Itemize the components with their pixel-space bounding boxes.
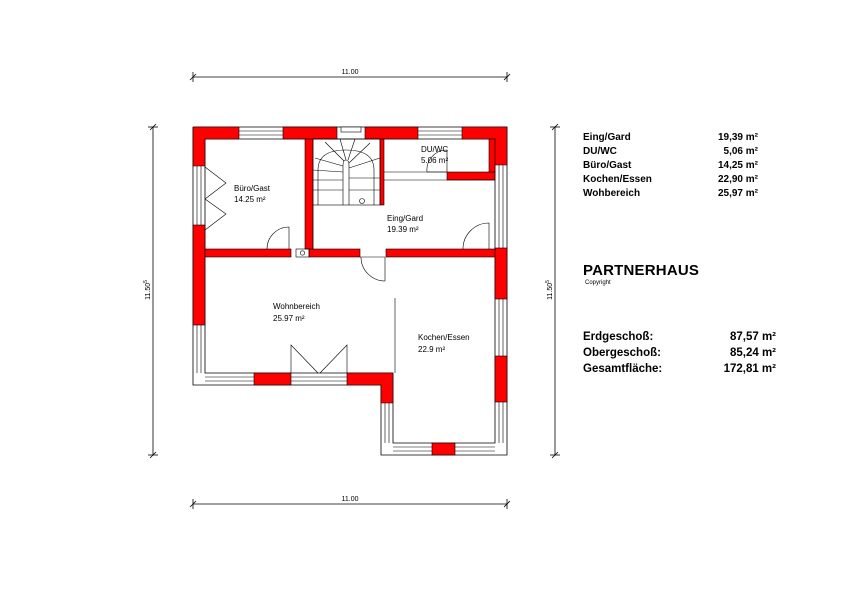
total-value: 172,81 m² xyxy=(723,363,776,375)
dimension-left-sup: 5 xyxy=(143,280,149,283)
room-area-duwc: 5.06 m² xyxy=(421,156,449,165)
area-row xyxy=(583,187,758,201)
partitions xyxy=(296,172,495,373)
svg-text:11.505 xyxy=(143,280,152,300)
area-value: 22,90 m² xyxy=(717,174,758,185)
area-row xyxy=(583,159,758,173)
red-walls xyxy=(193,127,507,455)
area-label: Büro/Gast xyxy=(583,160,632,171)
total-row xyxy=(583,345,776,361)
total-row xyxy=(583,361,776,377)
room-area-eing: 19.39 m² xyxy=(387,225,419,234)
dimension-right-label: 11.50 xyxy=(547,282,554,300)
total-row xyxy=(583,329,776,345)
total-value: 85,24 m² xyxy=(729,347,776,359)
room-name-wohn: Wohnbereich xyxy=(273,302,320,311)
room-name-eing: Eing/Gard xyxy=(387,214,424,223)
room-name-duwc: DU/WC xyxy=(421,145,449,154)
area-row xyxy=(583,131,758,145)
room-area-table xyxy=(583,131,758,201)
room-area-kochen: 22.9 m² xyxy=(418,345,446,354)
room-area-wohn: 25.97 m² xyxy=(273,314,305,323)
area-value: 5,06 m² xyxy=(723,146,758,157)
area-label: Kochen/Essen xyxy=(583,174,652,185)
total-value: 87,57 m² xyxy=(729,331,776,343)
area-row xyxy=(583,145,758,159)
copyright-note: Copyright xyxy=(585,280,611,286)
area-value: 25,97 m² xyxy=(717,188,758,199)
dimension-right xyxy=(545,124,560,458)
area-value: 19,39 m² xyxy=(717,132,758,143)
area-label: DU/WC xyxy=(583,146,617,157)
area-value: 14,25 m² xyxy=(717,160,758,171)
staircase xyxy=(313,139,380,205)
floor-totals xyxy=(583,329,776,377)
room-area-buero: 14.25 m² xyxy=(234,195,266,204)
dimension-top xyxy=(190,69,510,82)
area-row xyxy=(583,173,758,187)
dimension-left-label: 11.50 xyxy=(145,282,152,300)
svg-text:11.505 xyxy=(545,280,554,300)
dimension-top-label: 11.00 xyxy=(341,69,359,76)
area-label: Eing/Gard xyxy=(583,132,631,143)
dimension-left xyxy=(143,124,158,458)
total-label: Gesamtfläche: xyxy=(583,363,663,375)
total-label: Obergeschoß: xyxy=(583,347,661,359)
dimension-bottom xyxy=(190,496,510,509)
dimension-right-sup: 5 xyxy=(545,280,551,283)
area-label: Wohbereich xyxy=(583,188,641,199)
dimension-bottom-label: 11.00 xyxy=(341,496,359,503)
room-name-buero: Büro/Gast xyxy=(234,184,271,193)
total-label: Erdgeschoß: xyxy=(583,331,654,343)
plan-title: PARTNERHAUS xyxy=(583,262,700,279)
room-name-kochen: Kochen/Essen xyxy=(418,333,470,342)
